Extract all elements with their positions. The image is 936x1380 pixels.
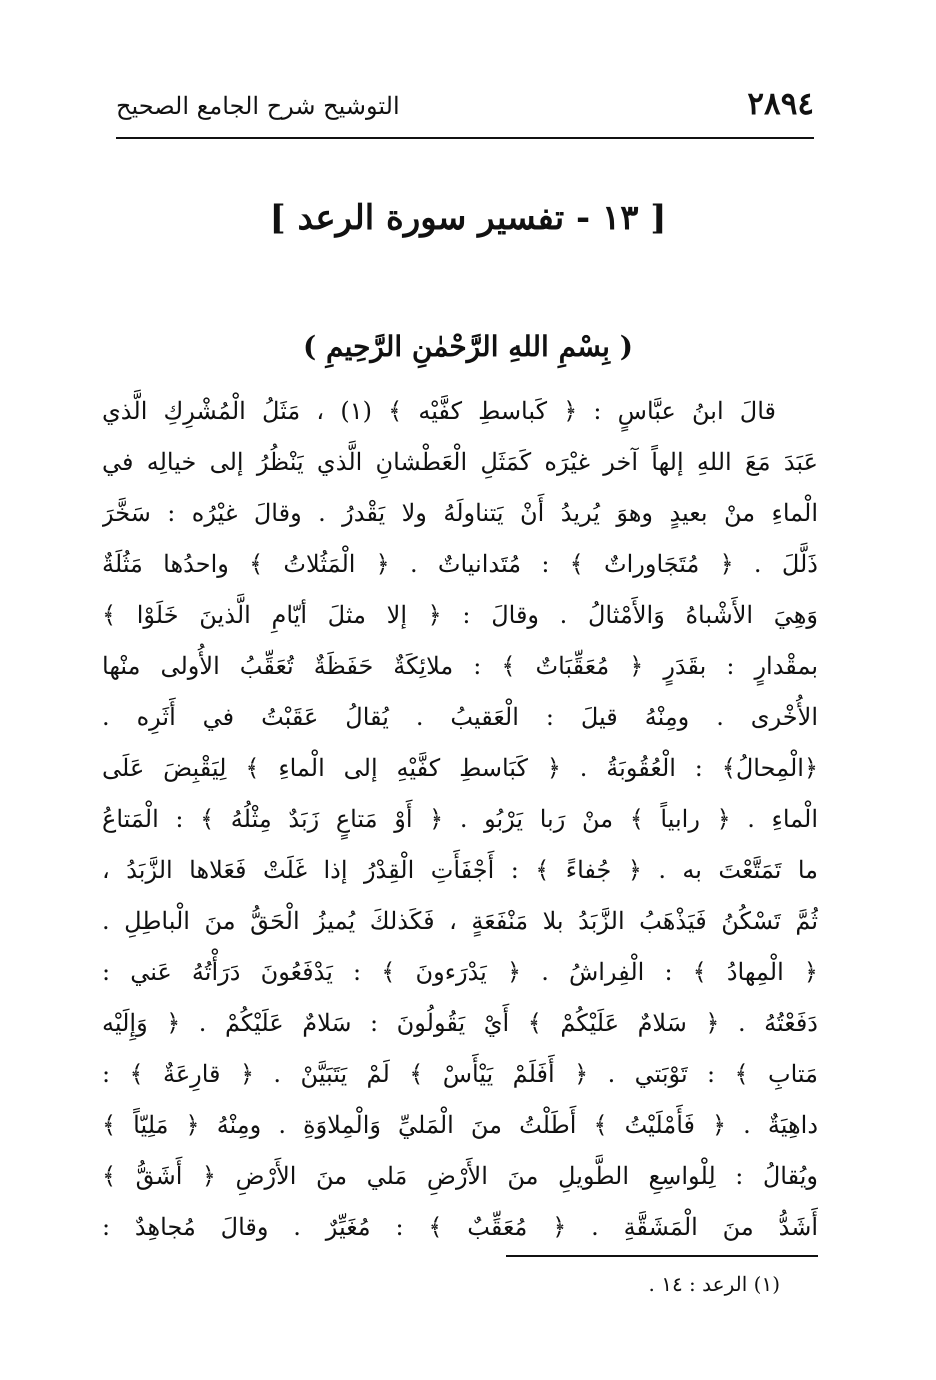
text-line: ويُقالُ : لِلْواسِعِ الطَّويلِ منَ الأَرْضِ مَلي منَ الأَرْضِ ﴿ أَشَقُّ ﴾ (102, 1162, 818, 1190)
text-line: ﴿ الْمِهادُ ﴾ : الْفِراشُ . ﴿ يَدْرَءونَ ﴾ : يَدْفَعُونَ دَرَأْتُهُ عَني : (102, 958, 818, 986)
text-line: ما تَمَتَّعْتَ به . ﴿ جُفاءً ﴾ : أَجْفَأَتِ الْقِدْرُ إذا غَلَتْ فَعَلاها الزَّبَدُ ، (102, 856, 818, 884)
text-line: الْماءِ منْ بعيدٍ وهوَ يُريدُ أَنْ يَتناولَهُ ولا يَقْدرُ . وقالَ غيْرُه : سَخَّرَ (102, 499, 818, 527)
footnote-divider (506, 1255, 818, 1257)
text-line: ذَلَّلَ . ﴿ مُتَجَاوراتٌ ﴾ : مُتَدانياتٌ . ﴿ الْمَثُلاتُ ﴾ واحدُها مَثُلَةٌ (102, 550, 818, 578)
text-line: وَهِيَ الأَشْباهُ وَالأَمْثالُ . وقالَ : ﴿ إلا مثلَ أيّامِ الَّذينَ خَلَوْا ﴾ (102, 601, 818, 629)
text-line: بمقْدارٍ : بقَدَرٍ ﴿ مُعَقِّبَاتٌ ﴾ : ملائِكَةٌ حَفَظَةٌ تُعَقِّبُ الأُولى منْها (102, 652, 818, 680)
page-number: ٢٨٩٤ (747, 86, 814, 122)
text-line: أَشَدُّ منَ الْمَشَقَّةِ . ﴿ مُعَقِّبٌ ﴾ : مُغَيِّرٌ . وقالَ مُجاهِدٌ : (102, 1213, 818, 1241)
text-line: دَفَعْتُهُ . ﴿ سَلامٌ عَلَيْكُمْ ﴾ أَيْ يَقُولُونَ : سَلامٌ عَلَيْكُمْ . ﴿ وَإِلَيْه (102, 1009, 818, 1037)
text-line: الْماءِ . ﴿ رابياً ﴾ منْ رَبا يَرْبُو . ﴿ أَوْ مَتاعٍ زَبَدٌ مِثْلُهُ ﴾ : الْمَتاعُ (102, 805, 818, 833)
body-text (102, 386, 818, 1253)
text-line: قالَ ابنُ عبَّاسٍ : ﴿ كَباسطِ كفَّيْه ﴾ (١) ، مَثَلُ الْمُشْرِكِ الَّذي (102, 397, 776, 425)
text-line: عَبَدَ مَعَ اللهِ إلهاً آخر غيْرَه كَمَثَلِ الْعَطْشانِ الَّذي يَنْظُرُ إلى خيالِه في (102, 448, 818, 476)
text-line: ﴿الْمِحالُ﴾ : الْعُقُوبَةُ . ﴿ كَبَاسطِ كفَّيْهِ إلى الْماءِ ﴾ لِيَقْبِضَ عَلَى (102, 754, 818, 782)
book-title: التوشيح شرح الجامع الصحيح (116, 92, 400, 120)
basmala-heading: ( بِسْمِ اللهِ الرَّحْمٰنِ الرَّحِيمِ ) (303, 330, 633, 363)
chapter-title: [ ١٣ - تفسير سورة الرعد ] (269, 198, 667, 238)
text-line: مَتابِ ﴾ : تَوْبَتي . ﴿ أَفَلَمْ يَيْأَسْ ﴾ لَمْ يَتَبَيَّنْ . ﴿ قارِعَةٌ ﴾ : (102, 1060, 818, 1088)
text-line: ثُمَّ تَسْكُنُ فَيَذْهَبُ الزَّبَدُ بلا مَنْفَعَةٍ ، فَكَذلكَ يُميزُ الْحَقُّ منَ الْباطِلِ . (102, 907, 818, 935)
header-divider (116, 137, 814, 139)
running-header (116, 86, 814, 130)
footnote: (١) الرعد : ١٤ . (648, 1272, 780, 1296)
text-line: الأُخْرى . ومِنْهُ قيلَ : الْعَقيبُ . يُقالُ عَقَبْتُ في أَثَرِه . (102, 703, 818, 731)
text-line: داهِيَةٌ . ﴿ فَأَمْلَيْتُ ﴾ أَطَلْتُ منَ الْمَليِّ وَالْمِلاوَةِ . ومِنْهُ ﴿ مَلِيّاً ﴾ (102, 1111, 818, 1139)
